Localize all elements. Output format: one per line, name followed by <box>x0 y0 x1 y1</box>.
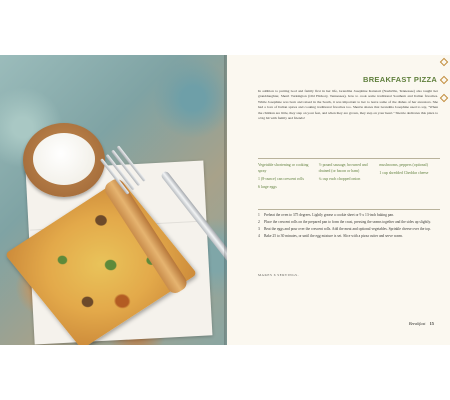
recipe-step <box>258 220 438 225</box>
page-footer <box>409 321 434 326</box>
recipe-step <box>258 213 438 218</box>
recipe-title-row <box>363 73 447 85</box>
ingredient: ¼ cup each chopped onion <box>318 176 361 181</box>
diamond-ornament-icon <box>440 58 448 66</box>
recipe-steps <box>258 213 438 241</box>
book-spread <box>0 55 450 345</box>
step-number: 1 <box>258 213 260 217</box>
recipe-yield: MAKES 6 SERVINGS. <box>258 273 299 277</box>
step-text: Place the crescent rolls on the prepared pan to form the crust, pressing the seams together and the sides up slightly. <box>264 219 431 224</box>
recipe-step <box>258 234 438 239</box>
ingredients-column <box>379 159 440 209</box>
ingredients-list <box>258 158 440 210</box>
recipe-title: BREAKFAST PIZZA <box>363 74 438 84</box>
sour-cream <box>33 133 95 185</box>
page-number: 15 <box>429 321 434 326</box>
diamond-ornament-icon <box>440 76 448 84</box>
step-text: Preheat the oven to 375 degrees. Lightly grease a cookie sheet or 9 x 13-inch baking pan. <box>264 213 395 217</box>
recipe-step <box>258 227 438 232</box>
ingredient: 6 large eggs <box>258 184 277 189</box>
section-name: Breakfast <box>408 321 426 326</box>
ingredient: 1 (8-ounce) can crescent rolls <box>258 176 305 181</box>
recipe-intro: In addition to putting God and family first in her life, Grandma Josephine Katanari (Nashville, Tennessee) also taught her granddaughter, Sherri Turkington (Old Hickory, Tennessee), how to cook some traditional Southern and Italian favorites. While Josephine was born and raised in the South, it was important to her to leave some of the dishes of her ancestors. She had a love of Italian spices and cooking traditional favorites too. Sherrie shares that Grandma Josephine used to say, "When the children are little, they step on your feet, and when they are grown, they step on your heart." Sherrie dedicates this pizza to a big hit with family and friends! <box>258 89 438 121</box>
ingredients-column <box>319 159 380 209</box>
step-number: 3 <box>258 226 260 231</box>
ingredients-column <box>258 159 319 209</box>
recipe-page <box>227 55 450 345</box>
ingredient: 1 cup shredded Cheddar cheese <box>379 171 429 175</box>
ingredient: ½ pound sausage, browned and drained (or bacon or ham) <box>318 163 368 173</box>
ingredient: Vegetable shortening or cooking spray <box>258 163 309 173</box>
ingredient: mushrooms, peppers (optional) <box>379 163 428 167</box>
title-ornament <box>440 52 447 106</box>
step-text: Bake 25 to 30 minutes, or until the egg mixture is set. Slice with a pizza cutter and serve warm. <box>264 233 403 238</box>
step-number: 2 <box>258 219 260 224</box>
recipe-photo <box>0 55 227 345</box>
diamond-ornament-icon <box>440 94 448 102</box>
step-text: Beat the eggs and pour over the crescent rolls. Add the meat and optional vegetables. Sprinkle cheese over the top. <box>264 226 431 231</box>
step-number: 4 <box>258 233 260 238</box>
